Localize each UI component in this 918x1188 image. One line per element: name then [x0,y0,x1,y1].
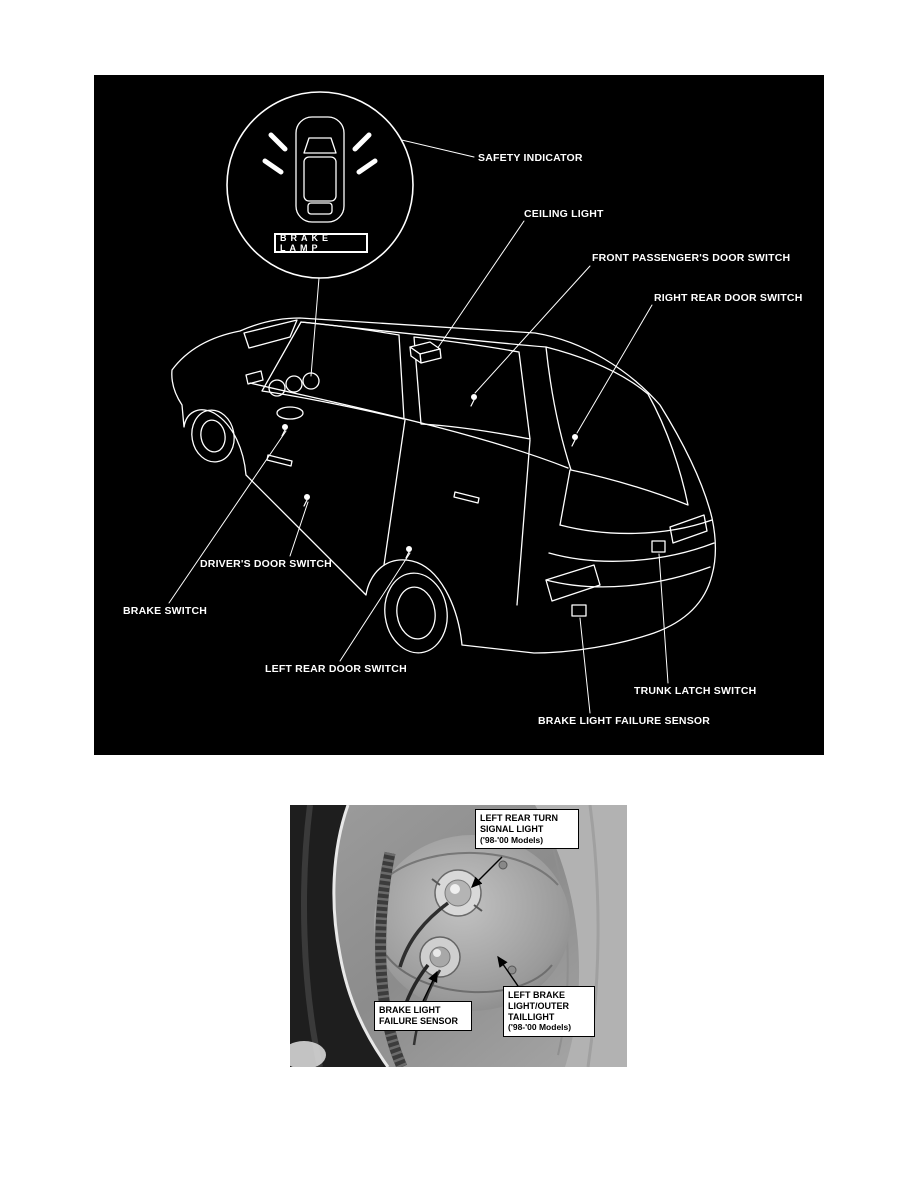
car-illustration [94,75,824,755]
photo-label-title: BRAKE LIGHT FAILURE SENSOR [379,1005,459,1026]
label-driver-door-switch: DRIVER'S DOOR SWITCH [200,558,332,570]
label-brake-light-failure-sensor: BRAKE LIGHT FAILURE SENSOR [538,715,711,727]
taillight-assembly-photo [290,805,627,1067]
label-ceiling-light: CEILING LIGHT [524,208,604,220]
photo-label-models: ('98-'00 Models) [480,834,544,845]
photo-label-left-rear-turn-signal-light [475,809,579,849]
trunk-latch-switch-marker [652,541,665,552]
label-safety-indicator: SAFETY INDICATOR [478,152,583,164]
brake-lamp-indicator-label: BRAKE LAMP [274,233,368,253]
label-right-rear-door-switch: RIGHT REAR DOOR SWITCH [654,292,803,304]
photo-label-brake-light-failure-sensor [374,1001,472,1031]
sedan-outline [172,318,716,657]
label-front-passenger-door-switch: FRONT PASSENGER'S DOOR SWITCH [592,252,791,264]
label-brake-switch: BRAKE SWITCH [123,605,208,617]
label-left-rear-door-switch: LEFT REAR DOOR SWITCH [265,663,407,675]
photo-label-title: LEFT REAR TURN SIGNAL LIGHT [480,813,558,834]
label-trunk-latch-switch: TRUNK LATCH SWITCH [634,685,757,697]
photo-label-title: LEFT BRAKE LIGHT/OUTER TAILLIGHT [508,990,569,1022]
door-switch-markers [282,394,578,558]
brake-light-failure-sensor-marker [572,605,586,616]
photo-label-models: ('98-'00 Models) [508,1022,572,1033]
interior-lights-location-diagram [94,75,824,755]
photo-label-left-brake-light-outer-taillight [503,986,595,1037]
